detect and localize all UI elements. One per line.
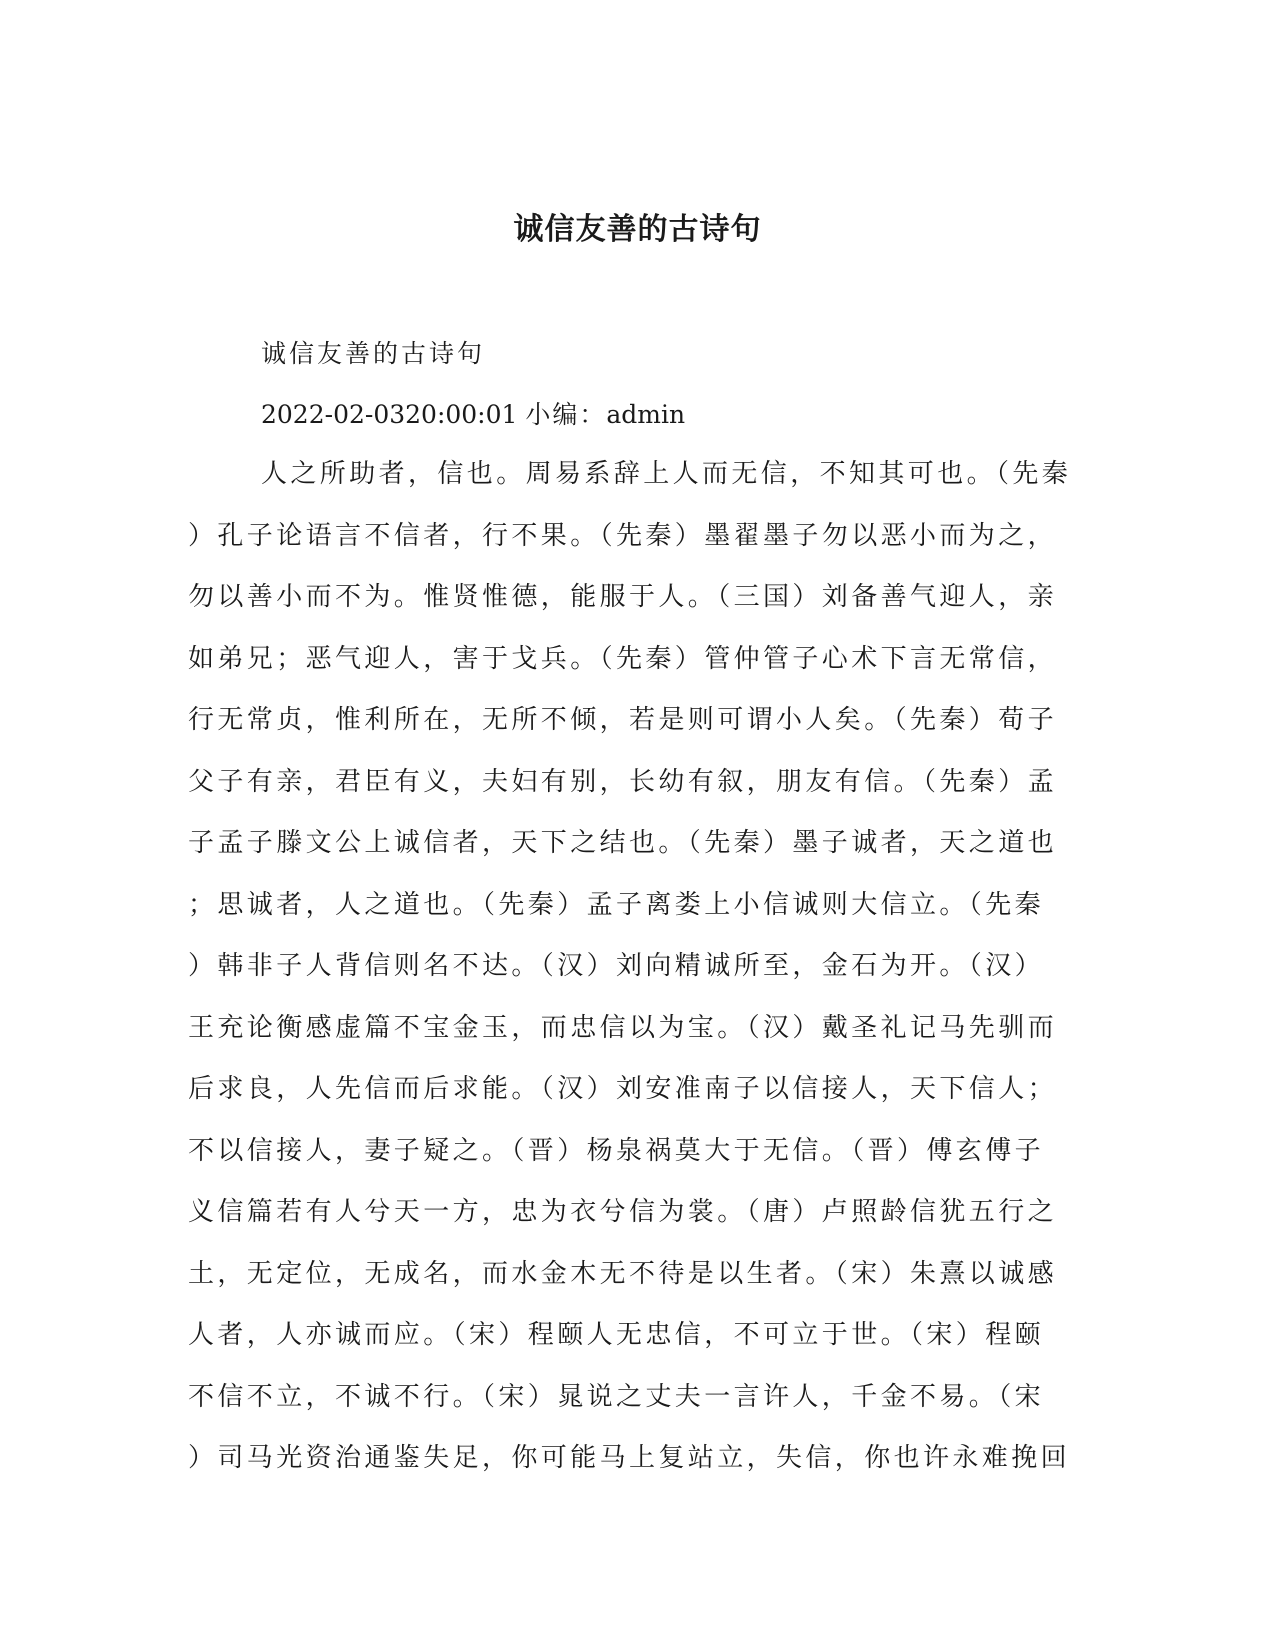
body-line: 勿以善小而不为。惟贤惟德，能服于人。（三国）刘备善气迎人，亲 bbox=[188, 582, 1058, 612]
body-line: 义信篇若有人兮天一方，忠为衣兮信为裳。（唐）卢照龄信犹五行之 bbox=[188, 1197, 1058, 1227]
body-line: ）韩非子人背信则名不达。（汉）刘向精诚所至，金石为开。（汉） bbox=[188, 951, 1045, 981]
document-title: 诚信友善的古诗句 bbox=[513, 212, 762, 247]
article-meta bbox=[261, 395, 685, 435]
body-line: 人之所助者，信也。周易系辞上人而无信，不知其可也。（先秦 bbox=[261, 459, 1072, 489]
body-line: ）司马光资治通鉴失足，你可能马上复站立，失信，你也许永难挽回 bbox=[188, 1443, 1071, 1473]
body-line: ）孔子论语言不信者，行不果。（先秦）墨翟墨子勿以恶小而为之， bbox=[188, 520, 1058, 551]
body-line: 不以信接人，妻子疑之。（晋）杨泉祸莫大于无信。（晋）傅玄傅子 bbox=[188, 1135, 1045, 1166]
body-line: 如弟兄；恶气迎人，害于戈兵。（先秦）管仲管子心术下言无常信， bbox=[188, 643, 1058, 674]
body-line: 父子有亲，君臣有义，夫妇有别，长幼有叙，朋友有信。（先秦）孟 bbox=[188, 766, 1058, 797]
author-label: 小编： bbox=[525, 400, 607, 429]
body-line: ；思诚者，人之道也。（先秦）孟子离娄上小信诚则大信立。（先秦 bbox=[188, 889, 1045, 920]
body-line: 子孟子滕文公上诚信者，天下之结也。（先秦）墨子诚者，天之道也 bbox=[188, 828, 1058, 858]
article-subtitle: 诚信友善的古诗句 bbox=[261, 339, 486, 368]
body-line: 土，无定位，无成名，而水金木无不待是以生者。（宋）朱熹以诚感 bbox=[188, 1258, 1058, 1289]
author-name: admin bbox=[606, 400, 686, 429]
body-line: 人者，人亦诚而应。（宋）程颐人无忠信，不可立于世。（宋）程颐 bbox=[188, 1320, 1045, 1350]
body-line: 不信不立，不诚不行。（宋）晁说之丈夫一言许人，千金不易。（宋 bbox=[188, 1381, 1045, 1412]
publish-datetime: 2022-02-0320:00:01 bbox=[261, 400, 518, 429]
body-line: 后求良，人先信而后求能。（汉）刘安准南子以信接人，天下信人； bbox=[188, 1074, 1058, 1104]
body-line: 行无常贞，惟利所在，无所不倾，若是则可谓小人矣。（先秦）荀子 bbox=[188, 705, 1058, 735]
body-line: 王充论衡感虚篇不宝金玉，而忠信以为宝。（汉）戴圣礼记马先驯而 bbox=[188, 1012, 1058, 1043]
article-body bbox=[188, 454, 1072, 1500]
